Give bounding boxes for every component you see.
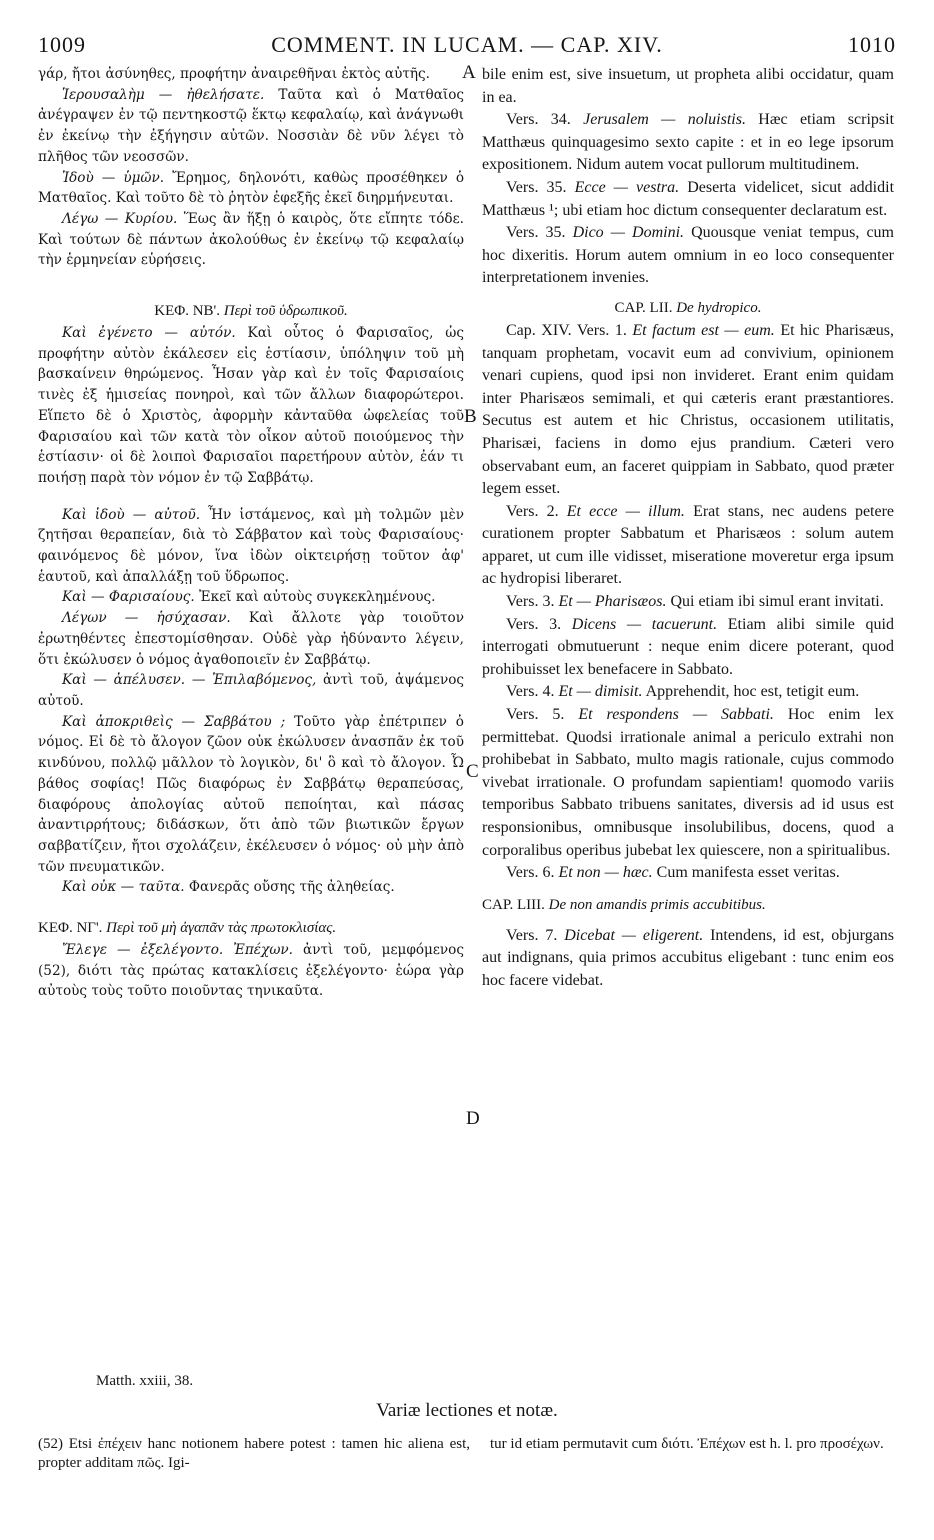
latin-paragraph-7 <box>482 614 894 682</box>
greek-lemma-9: Καὶ ἀποκριθεὶς — Σαββάτου ; <box>62 713 286 730</box>
greek-heading-title-52: Περὶ τοῦ ὑδρωπικοῦ. <box>223 303 348 320</box>
latin-heading-label-53: CAP. LIII. <box>482 896 545 913</box>
greek-lemma-6: Καὶ — Φαρισαίους. <box>62 589 195 606</box>
latin-paragraph-top: bile enim est, sive insuetum, ut propheta alibi occidatur, quam in ea. <box>482 66 894 106</box>
notes-title: Variæ lectiones et notæ. <box>376 1400 558 1421</box>
greek-heading-label-53: ΚΕΦ. ΝΓ'. <box>38 920 103 937</box>
latin-lemma-8: Et — dimisit. <box>558 683 643 701</box>
note-left: (52) Etsi ἐπέχειν hanc notionem habere potest : tamen hic aliena est, propter additam πῶς. Igi- <box>38 1436 470 1471</box>
latin-paragraph-6 <box>482 591 894 614</box>
greek-lemma-4: Καὶ ἐγένετο — αὐτόν. <box>62 325 236 342</box>
latin-text-8: Apprehendit, hoc est, tetigit eum. <box>642 683 860 701</box>
scripture-reference: Matth. xxiii, 38. <box>96 1373 194 1389</box>
latin-lemma-2: Ecce — vestra. <box>574 178 680 196</box>
greek-paragraph-10 <box>38 877 464 898</box>
greek-text-9: Τοῦτο γὰρ ἐπέτριπεν ὁ νόμος. Εἰ δὲ τὸ ἄλογον ζῶον οὐκ ἐκώλυσεν ἀνασπᾶν ἐκ τοῦ κινδύνου, πολλῷ μᾶλλον τὸ λογικὸν, δι' ὃ καὶ τὸ ἄλογον. Ὦ βάθος σοφίας! Πῶς διαφόρως ἐν Σαββάτῳ θεραπεύσας, διαφόρους ἀπολογίας αὐτοῦ πεποίηται, καὶ πάσας ἀναντιρρήτους; διδάσκων, ὅτι ἀπὸ τῶν βιωτικῶν ἔργων σαββατίζειν, ἤτοι σχολάζειν, ἐκέλευσεν ὁ νόμος· οὐ μὴν ἀπὸ τῶν πνευματικῶν. <box>38 713 464 875</box>
greek-paragraph-4 <box>38 323 464 489</box>
latin-verse-6: Vers. 3. <box>506 593 555 611</box>
latin-verse-9: Vers. 5. <box>506 706 565 724</box>
latin-heading-label-52: CAP. LII. <box>614 299 673 316</box>
latin-paragraph-5 <box>482 501 894 591</box>
section-marker-c: C <box>466 761 479 782</box>
latin-text-7: Etiam alibi simile quid interrogati obmutuerunt : neque enim dicere poterant, quod prohibuisset lex benefacere in Sabbato. <box>482 615 894 678</box>
latin-verse-5: Vers. 2. <box>506 502 559 520</box>
latin-lemma-11: Dicebat — eligerent. <box>564 926 704 944</box>
latin-text-2: Deserta videlicet, sicut addidit Matthæus ¹; ubi etiam hoc dictum consequenter declaratum est. <box>482 178 895 219</box>
greek-chapter-heading-53 <box>38 916 464 940</box>
running-header <box>38 32 896 62</box>
greek-lemma-11: Ἔλεγε — ἐξελέγοντο. Ἐπέχων. <box>62 942 293 959</box>
latin-paragraph-10 <box>482 862 894 885</box>
page-number-right: 1010 <box>848 32 896 57</box>
greek-paragraph-2 <box>38 168 464 209</box>
latin-paragraph-3 <box>482 222 894 290</box>
latin-heading-title-52: De hydropico. <box>676 299 762 316</box>
greek-paragraph-9 <box>38 712 464 878</box>
latin-paragraph-4 <box>482 320 894 501</box>
greek-text-3: Ἕως ἂν ἥξῃ ὁ καιρὸς, ὅτε εἴπητε τόδε. Καὶ τούτων δὲ πάντων ἀκολούθως ἐν ἐκείνῳ τῷ κεφαλαίῳ τὴν ἑρμηνείαν εὑρήσεις. <box>38 210 464 269</box>
greek-paragraph-7 <box>38 608 464 670</box>
greek-lemma-1: Ἱερουσαλὴμ — ἠθελήσατε. <box>62 86 265 103</box>
latin-lemma-3: Dico — Domini. <box>572 224 685 242</box>
greek-paragraph-5 <box>38 505 464 588</box>
latin-lemma-6: Et — Pharisæos. <box>558 593 667 611</box>
latin-verse-11: Vers. 7. <box>506 926 558 944</box>
latin-text-9: Hoc enim lex permittebat. Quodsi irrationale animal a periculo extrahi non prohibebat in Sabbato, multo magis rationale, cujus commodo vivebat irrationale. O profundam sapientiam! quomodo variis temporibus Sabbato tribuens sanitates, diversis ad id usus est responsionibus, omnibusque insolubilibus, docens, quod a corporalibus operibus jubebat lex quiescere, non a spiritualibus. <box>482 706 895 859</box>
greek-heading-label-52: ΚΕΦ. ΝΒ'. <box>154 303 220 320</box>
greek-paragraph-1 <box>38 85 464 168</box>
latin-lemma-5: Et ecce — illum. <box>566 502 685 520</box>
greek-lemma-7: Λέγων — ἡσύχασαν. <box>62 610 231 627</box>
greek-column <box>38 64 464 1002</box>
latin-text-11: Intendens, id est, objurgans aut indignans, quia primos accubitus eligebant : tunc enim eos hoc facere videbat. <box>482 926 895 989</box>
latin-text-4: Et hic Pharisæus, tanquam prophetam, vocavit eum ad convivium, opinionem venari cupiens, quod ipsi non invideret. Erant enim quidam inter Pharisæos semimali, et qui cæteris erant præstantiores. Secutus est autem et hic Christus, occasionem utilitatis, Pharisæi, faciens in domo ejus prandium. Cæteri vero observabant eum, an faceret quippiam in Sabbato, quod præter legem esset. <box>482 321 895 498</box>
latin-text-6: Qui etiam ibi simul erant invitati. <box>666 593 884 611</box>
latin-text-3: Quousque veniat tempus, cum hoc dixeritis. Horum autem omnium in eo loco consequenter interpretationem invenies. <box>482 224 894 287</box>
latin-lemma-1: Jerusalem — noluistis. <box>583 111 746 129</box>
latin-lemma-4: Et factum est — eum. <box>632 321 775 339</box>
latin-verse-8: Vers. 4. <box>506 683 555 701</box>
latin-paragraph-1 <box>482 109 894 177</box>
greek-lemma-8: Καὶ — ἀπέλυσεν. — Ἐπιλαβόμενος, <box>62 672 317 689</box>
latin-column <box>482 64 894 993</box>
greek-text-5: Ἦν ἱστάμενος, καὶ μὴ τολμῶν μὲν ζητῆσαι θεραπείαν, διὰ τὸ Σάββατον καὶ τοὺς Φαρισαίους· φαινόμενος δὲ μόνον, ἵνα ἰδὼν οἰκτειρήσῃ τοῦτον ἀφ' ἑαυτοῦ, καὶ ἀπαλλάξῃ τοῦ ὕδρωπος. <box>38 506 464 585</box>
page-number-left: 1009 <box>38 32 86 57</box>
greek-text-7: Καὶ ἄλλοτε γὰρ τοιοῦτον ἐρωτηθέντες ἐπεστομίσθησαν. Οὐδὲ γὰρ ἠδύναντο λέγειν, ὅτι ἐκώλυσεν ὁ νόμος ἀγαθοποιεῖν ἐν Σαββάτῳ. <box>38 610 464 668</box>
latin-verse-4: Cap. XIV. Vers. 1. <box>506 321 627 339</box>
latin-lemma-7: Dicens — tacuerunt. <box>571 615 718 633</box>
greek-text-6: Ἐκεῖ καὶ αὐτοὺς συγκεκλημένους. <box>194 589 436 606</box>
latin-verse-7: Vers. 3. <box>506 615 562 633</box>
note-right: tur id etiam permutavit cum διότι. Ἐπέχων est h. l. pro προσέχων. <box>490 1436 884 1452</box>
latin-paragraph-9 <box>482 704 894 862</box>
greek-heading-title-53: Περὶ τοῦ μὴ ἀγαπᾶν τὰς πρωτοκλισίας. <box>106 920 337 937</box>
greek-text-8: ἀντὶ τοῦ, ἁψάμενος αὐτοῦ. <box>38 672 464 709</box>
greek-lemma-3: Λέγω — Κυρίου. <box>62 210 178 227</box>
greek-lemma-10: Καὶ οὐκ — ταῦτα. <box>62 879 185 896</box>
latin-lemma-10: Et non — hæc. <box>558 864 653 882</box>
greek-text-4: Καὶ οὗτος ὁ Φαρισαῖος, ὡς προφήτην αὐτὸν ἐκάλεσεν εἰς ἑστίασιν, ὑπόληψιν τοῦ μὴ βασκαίνειν θηρώμενος. Ἦσαν γὰρ καὶ ἐν τοῖς Φαρισαίοις τινὲς ἐξ ἡμισείας πονηροὶ, καὶ τῶν ἄλλων διαφορώτεροι. Εἵπετο δὲ ὁ Χριστὸς, ἀφορμὴν κἀνταῦθα ὠφελείας τοῦ Φαρισαίου καὶ τῶν κατὰ τὸν οἶκον αὐτοῦ ποιούμενος τὴν ἑστίασιν· οἱ δὲ λοιποὶ Φαρισαῖοι παρετήρουν αὐτὸν, ἐάν τι ποιήσῃ παρὰ τὸν νόμον ἐν τῷ Σαββάτῳ. <box>38 325 464 486</box>
greek-paragraph-3 <box>38 209 464 271</box>
greek-text-2: Ἔρημος, δηλονότι, καθὼς προσέθηκεν ὁ Ματθαῖος. Καὶ τοῦτο δὲ τὸ ῥητὸν ἐφεξῆς ἐκεῖ διηρμήνευται. <box>38 169 465 207</box>
greek-lemma-2: Ἰδοὺ — ὑμῶν. <box>62 169 165 186</box>
greek-paragraph-11 <box>38 940 464 1002</box>
latin-verse-2: Vers. 35. <box>506 178 567 196</box>
latin-verse-3: Vers. 35. <box>506 224 566 242</box>
latin-heading-title-53: De non amandis primis accubitibus. <box>548 896 766 913</box>
latin-text-1: Hæc etiam scripsit Matthæus quinquagesimo sexto capite : et in eo lege ipsorum expositionem. Nidum autem vocat pullorum multitudinem. <box>482 111 895 174</box>
latin-text-5: Erat stans, nec audens petere curationem propter Sabbatum et Pharisæos : solum autem apparet, ut cum ille vidisset, miseratione moveretur erga ipsum ac hydropisi liberaret. <box>482 502 895 588</box>
section-marker-a: A <box>462 62 476 83</box>
greek-text-11: ἀντὶ τοῦ, μεμφόμενος (52), διότι τὰς πρώτας κατακλίσεις ἐξελέγοντο· ἑώρα γὰρ αὐτοὺς τοὺς τοῦτο ποιοῦντας τηνικαῦτα. <box>38 942 464 1000</box>
greek-text-10: Φανερᾶς οὔσης τῆς ἀληθείας. <box>184 879 395 896</box>
latin-chapter-heading-53 <box>482 893 894 917</box>
latin-paragraph-11 <box>482 925 894 993</box>
running-title: COMMENT. IN LUCAM. — CAP. XIV. <box>271 32 663 57</box>
latin-verse-10: Vers. 6. <box>506 864 555 882</box>
greek-paragraph-top: γάρ, ἤτοι ἀσύνηθες, προφήτην ἀναιρεθῆναι ἐκτὸς αὐτῆς. <box>38 66 430 82</box>
latin-chapter-heading-52 <box>482 296 894 320</box>
section-marker-b: B <box>464 406 477 427</box>
latin-paragraph-8 <box>482 681 894 704</box>
greek-lemma-5: Καὶ ἰδοὺ — αὐτοῦ. <box>62 506 201 523</box>
greek-chapter-heading-52 <box>38 299 464 323</box>
greek-paragraph-8 <box>38 670 464 711</box>
greek-text-1: Ταῦτα καὶ ὁ Ματθαῖος ἀνέγραψεν ἐν τῷ πεντηκοστῷ ἕκτῳ κεφαλαίῳ, καὶ ἀνάγνωθι ἐν ἐκείνῳ τὴν ἐξήγησιν αὐτῶν. Νοσσιὰν δὲ νῦν λέγει τὸ πλῆθος τῶν νεοσσῶν. <box>38 86 465 165</box>
greek-paragraph-6 <box>38 587 464 608</box>
latin-verse-1: Vers. 34. <box>506 111 571 129</box>
latin-lemma-9: Et respondens — Sabbati. <box>578 706 774 724</box>
section-marker-d: D <box>466 1108 480 1129</box>
latin-text-10: Cum manifesta esset veritas. <box>652 864 840 882</box>
latin-paragraph-2 <box>482 177 894 222</box>
